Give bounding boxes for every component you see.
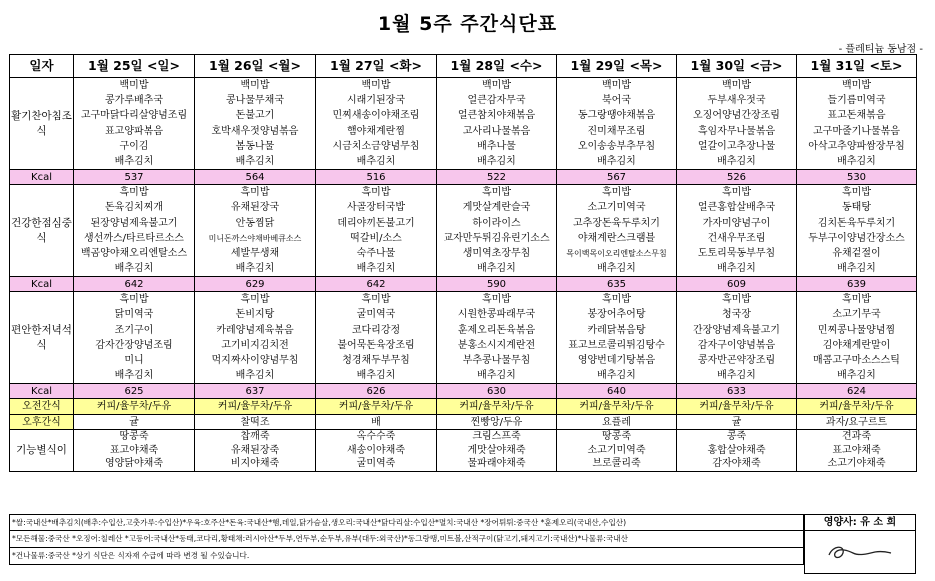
kcal-value: 564 xyxy=(195,170,316,185)
porridge-item: 브로콜리죽 xyxy=(592,458,641,470)
dish-item: 김치돈육두루치기 xyxy=(817,217,896,229)
kcal-value: 630 xyxy=(437,384,557,399)
kcal-value: 629 xyxy=(195,277,316,292)
dish-item: 배추김치 xyxy=(837,370,876,382)
meal-cell xyxy=(316,292,437,384)
dish-item: 고기비지김치전 xyxy=(221,339,289,351)
kcal-value: 537 xyxy=(74,170,195,185)
branch-subtitle: - 플레티늄 동남점 - xyxy=(838,44,923,55)
kcal-value: 526 xyxy=(677,170,797,185)
dish-item: 도토리묵동부무침 xyxy=(697,247,776,259)
weekly-menu-table xyxy=(9,54,917,472)
meal-label: 활기찬아침조식 xyxy=(10,78,74,170)
meal-cell xyxy=(677,78,797,170)
kcal-value: 590 xyxy=(437,277,557,292)
origin-note: *쌀:국내산*배추김치(배추:수입산,고춧가루:수입산)*우육:호주산*돈육:국내산*햄,데일,닭가슴살,생오리:국내산*닭다리살:수입산*멸치:국내산 *장어튀튀:중국산 *훈제오리(국내산,수입산) xyxy=(9,514,804,531)
dish-item: 배추김치 xyxy=(235,370,275,382)
porridge-item: 찹깨죽 xyxy=(240,431,270,443)
dish-item: 백미밥 xyxy=(482,80,511,91)
kcal-row xyxy=(10,277,917,292)
special-diet-cell xyxy=(316,430,437,472)
dish-item: 민찌콩나물양념찜 xyxy=(817,324,896,336)
dish-item: 미니 xyxy=(124,355,144,366)
kcal-value: 625 xyxy=(74,384,195,399)
dish-item: 얼큰참치야채볶음 xyxy=(457,110,536,122)
dish-item: 들기름미역국 xyxy=(827,95,886,107)
origin-notes xyxy=(9,514,804,565)
dish-item: 진미채무조림 xyxy=(587,125,646,137)
dish-item: 배추김치 xyxy=(717,263,756,275)
dish-item: 콩자반곤약장조림 xyxy=(697,355,776,366)
dish-item: 소고기미역국 xyxy=(587,202,646,214)
dish-item: 흑임자무나물볶음 xyxy=(697,125,776,137)
day-header: 1월 26일 <월> xyxy=(195,55,316,78)
dish-item: 아삭고추양파쌈장무침 xyxy=(808,140,905,152)
kcal-value: 642 xyxy=(316,277,437,292)
snack-item: 귤 xyxy=(677,415,797,430)
porridge-item: 새송이야채죽 xyxy=(347,444,405,456)
snack-item: 찐빵앙/두유 xyxy=(437,415,557,430)
dish-item: 흑미밥 xyxy=(361,187,391,199)
dish-item: 흑미밥 xyxy=(842,294,871,306)
day-header: 1월 27일 <화> xyxy=(316,55,437,78)
dish-item: 배추김치 xyxy=(114,370,154,382)
dish-item: 백곰양야채오리엔탈소스 xyxy=(80,247,188,259)
dish-item: 간장양념제육불고기 xyxy=(693,324,780,336)
dish-item: 건새우무조림 xyxy=(707,232,766,244)
snack-item: 커피/율무차/두유 xyxy=(437,399,557,415)
dish-item: 카레닭볶음탕 xyxy=(587,324,646,336)
dish-item: 코다리강정 xyxy=(351,324,401,336)
dish-item: 표고양파볶음 xyxy=(105,125,163,137)
kcal-row xyxy=(10,384,917,399)
dish-item: 매콤고구마소스스틱 xyxy=(813,355,900,366)
porridge-item: 홍합살야채죽 xyxy=(707,444,766,456)
dish-item: 유채겉절이 xyxy=(832,247,881,259)
dish-item: 배추김치 xyxy=(477,155,516,167)
meal-cell xyxy=(797,185,917,277)
dish-item: 백미밥 xyxy=(842,80,871,91)
dish-item: 데리야끼돈불고기 xyxy=(337,217,415,229)
dish-item: 흑미밥 xyxy=(119,294,149,306)
snack-item: 커피/율무차/두유 xyxy=(677,399,797,415)
dish-item: 시래기된장국 xyxy=(347,95,405,107)
dish-item: 청국장 xyxy=(722,309,751,321)
special-diet-cell xyxy=(74,430,195,472)
dish-item: 굴미역국 xyxy=(356,309,396,321)
kcal-label: Kcal xyxy=(10,277,74,292)
meal-cell xyxy=(797,78,917,170)
dish-item: 백미밥 xyxy=(602,80,631,91)
snack-label: 오후간식 xyxy=(10,415,74,430)
kcal-value: 640 xyxy=(557,384,677,399)
porridge-item: 영양닭야채죽 xyxy=(105,458,163,470)
dish-item: 두부새우젓국 xyxy=(707,95,766,107)
dish-item: 게맛살계란슬국 xyxy=(462,202,531,214)
porridge-item: 감자야채죽 xyxy=(712,458,761,470)
snack-item: 배 xyxy=(316,415,437,430)
dish-item: 흑미밥 xyxy=(361,294,391,306)
meal-row xyxy=(10,185,917,277)
meal-cell xyxy=(74,78,195,170)
dish-item: 북어국 xyxy=(602,95,631,107)
dish-item: 배추김치 xyxy=(717,370,756,382)
dish-item: 배추김치 xyxy=(837,263,876,275)
meal-cell xyxy=(557,292,677,384)
snack-item: 커피/율무차/두유 xyxy=(316,399,437,415)
dish-item: 돈불고기 xyxy=(235,110,275,122)
signature-image xyxy=(823,539,893,565)
meal-cell xyxy=(557,185,677,277)
dish-item: 흑미밥 xyxy=(482,187,511,199)
dish-item: 조기구이 xyxy=(114,324,154,336)
dish-item: 야채계란스크램블 xyxy=(577,232,656,244)
dish-item: 호박새우젓양념볶음 xyxy=(211,125,299,137)
porridge-item: 굴미역죽 xyxy=(356,458,396,470)
day-header: 1월 28일 <수> xyxy=(437,55,557,78)
origin-note: *건나물류:중국산 *상기 식단은 식자재 수급에 따라 변경 될 수있습니다. xyxy=(9,548,804,565)
signature-box xyxy=(804,530,916,574)
porridge-item: 물파래야채죽 xyxy=(467,458,526,470)
meal-cell xyxy=(316,78,437,170)
dish-item: 흑미밥 xyxy=(240,187,270,199)
dish-item: 안동찜닭 xyxy=(235,217,275,229)
dish-item: 오징어양념간장조림 xyxy=(693,110,780,122)
meal-label: 건강한점심중식 xyxy=(10,185,74,277)
dish-item: 먹지짜사이양념무침 xyxy=(211,355,299,366)
dish-item: 생선까스/타르타르소스 xyxy=(84,232,184,244)
snack-item: 귤 xyxy=(74,415,195,430)
dish-item: 배추김치 xyxy=(477,370,516,382)
meal-cell xyxy=(677,292,797,384)
kcal-value: 626 xyxy=(316,384,437,399)
dish-item: 숙주나물 xyxy=(356,247,396,259)
dish-item: 카레양념제육볶음 xyxy=(216,324,294,336)
porridge-item: 게맛살야채죽 xyxy=(467,444,526,456)
snack-item: 요플레 xyxy=(557,415,677,430)
dish-item: 시금치소금양념무침 xyxy=(332,140,420,152)
porridge-item: 땅콩죽 xyxy=(119,431,149,443)
meal-cell xyxy=(797,292,917,384)
dish-item: 봉장어추어탕 xyxy=(587,309,646,321)
dietitian-name: 영양사: 유 소 희 xyxy=(804,516,916,530)
dish-item: 고사리나물볶음 xyxy=(462,125,531,137)
meal-cell xyxy=(437,185,557,277)
dish-item: 감자구이양념볶음 xyxy=(697,339,776,351)
dish-item: 고추장돈육두루치기 xyxy=(573,217,660,229)
dish-item: 배추김치 xyxy=(114,155,154,167)
special-diet-cell xyxy=(195,430,316,472)
dish-item: 구이김 xyxy=(119,140,149,152)
page-title: 1월 5주 주간식단표 xyxy=(377,13,558,35)
morning-snack-row xyxy=(10,399,917,415)
dish-item: 고구마닭다리살양념조림 xyxy=(80,110,188,122)
special-diet-label: 기능별식이 xyxy=(10,430,74,472)
dish-item: 흑미밥 xyxy=(722,294,751,306)
porridge-item: 표고야채죽 xyxy=(832,444,881,456)
snack-item: 과자/요구르트 xyxy=(797,415,917,430)
dish-item: 배추김치 xyxy=(717,155,756,167)
dish-item: 흑미밥 xyxy=(602,294,631,306)
dish-item: 동그랑땡야채볶음 xyxy=(577,110,656,122)
porridge-item: 비지야채죽 xyxy=(230,458,280,470)
meal-cell xyxy=(195,292,316,384)
dish-item: 사골장터국밥 xyxy=(347,202,405,214)
dish-item: 백미밥 xyxy=(240,80,270,91)
kcal-value: 633 xyxy=(677,384,797,399)
dish-item: 배추김치 xyxy=(356,155,396,167)
day-header: 1월 30일 <금> xyxy=(677,55,797,78)
dish-item: 불어묵돈육장조림 xyxy=(337,339,415,351)
dish-item: 배추김치 xyxy=(356,370,396,382)
meal-cell xyxy=(74,292,195,384)
dish-item: 시원한콩파래무국 xyxy=(457,309,536,321)
dish-item: 흑미밥 xyxy=(602,187,631,199)
dish-item: 부추콩나물무침 xyxy=(462,355,531,366)
meal-cell xyxy=(437,78,557,170)
dish-item: 돈비지탕 xyxy=(235,309,275,321)
dish-item: 배추나물 xyxy=(477,140,516,152)
day-header: 1월 31일 <토> xyxy=(797,55,917,78)
special-diet-cell xyxy=(557,430,677,472)
dish-item: 얼큰감자무국 xyxy=(467,95,526,107)
porridge-item: 유채된장죽 xyxy=(230,444,280,456)
day-header: 1월 25일 <일> xyxy=(74,55,195,78)
dish-item: 훈제오리돈육볶음 xyxy=(457,324,536,336)
dish-item: 동태탕 xyxy=(842,202,871,214)
dish-item: 감자간장양념조림 xyxy=(95,339,173,351)
dish-item: 얼큰홍합살배추국 xyxy=(697,202,776,214)
porridge-item: 표고야채죽 xyxy=(109,444,159,456)
dish-item: 미니돈까스야채바베큐소스 xyxy=(208,233,302,243)
dish-item: 흑미밥 xyxy=(722,187,751,199)
dish-item: 햄야채계란찜 xyxy=(347,125,405,137)
porridge-item: 소고기야채죽 xyxy=(827,458,886,470)
dish-item: 떡갈비/소스 xyxy=(350,232,402,244)
dish-item: 배추김치 xyxy=(235,155,275,167)
origin-note: *모든해물:중국산 *오징어:칠레산 *고등어:국내산*동태,코다리,황태채:러시아산*두부,연두부,순두부,유부(대두:외국산)*동그랑땡,미트볼,산적구이(닭고기,돼지고기:국내산)*나물류:국내산 xyxy=(9,531,804,548)
dish-item: 배추김치 xyxy=(837,155,876,167)
dish-item: 영양번데기탕볶음 xyxy=(577,355,656,366)
kcal-value: 522 xyxy=(437,170,557,185)
date-column-header: 일자 xyxy=(10,55,74,78)
dish-item: 배추김치 xyxy=(477,263,516,275)
meal-cell xyxy=(195,78,316,170)
special-diet-row xyxy=(10,430,917,472)
dish-item: 생미역초장무침 xyxy=(462,247,531,259)
dish-item: 배추김치 xyxy=(597,155,636,167)
dish-item: 닭미역국 xyxy=(114,309,154,321)
snack-item: 찰떡조 xyxy=(195,415,316,430)
meal-cell xyxy=(195,185,316,277)
dish-item: 백미밥 xyxy=(361,80,391,91)
dish-item: 세발무생채 xyxy=(230,247,280,259)
dish-item: 배추김치 xyxy=(235,263,275,275)
dish-item: 두부구이양념간장소스 xyxy=(808,232,905,244)
kcal-value: 637 xyxy=(195,384,316,399)
dish-item: 하이라이스 xyxy=(472,217,521,229)
dish-item: 배추김치 xyxy=(597,370,636,382)
porridge-item: 소고기미역죽 xyxy=(587,444,646,456)
dish-item: 분홍소시지계란전 xyxy=(457,339,536,351)
dish-item: 표고돈채볶음 xyxy=(827,110,886,122)
snack-label: 오전간식 xyxy=(10,399,74,415)
afternoon-snack-row xyxy=(10,415,917,430)
dish-item: 배추김치 xyxy=(597,263,636,275)
dish-item: 민찌새송이야채조림 xyxy=(332,110,420,122)
dish-item: 목이백목이오리엔탈소스무침 xyxy=(566,248,667,258)
snack-item: 커피/율무차/두유 xyxy=(195,399,316,415)
dish-item: 콩가루배추국 xyxy=(105,95,163,107)
day-header: 1월 29일 <목> xyxy=(557,55,677,78)
meal-cell xyxy=(557,78,677,170)
dish-item: 유채된장국 xyxy=(230,202,280,214)
special-diet-cell xyxy=(797,430,917,472)
kcal-value: 635 xyxy=(557,277,677,292)
dish-item: 가자미양념구이 xyxy=(702,217,771,229)
dish-item: 봄동나물 xyxy=(235,140,275,152)
snack-item: 커피/율무차/두유 xyxy=(557,399,677,415)
kcal-value: 642 xyxy=(74,277,195,292)
kcal-value: 516 xyxy=(316,170,437,185)
dish-item: 흑미밥 xyxy=(119,187,149,199)
dish-item: 돈육김치찌개 xyxy=(105,202,163,214)
dish-item: 오이송송부추무침 xyxy=(577,140,656,152)
dish-item: 백미밥 xyxy=(722,80,751,91)
dish-item: 교자만두튀김유린기소스 xyxy=(443,232,550,244)
dish-item: 고구마줄기나물볶음 xyxy=(813,125,900,137)
kcal-row xyxy=(10,170,917,185)
kcal-value: 567 xyxy=(557,170,677,185)
dish-item: 표고브로콜리튀김탕수 xyxy=(568,339,665,351)
meal-cell xyxy=(316,185,437,277)
dish-item: 흑미밥 xyxy=(842,187,871,199)
dish-item: 배추김치 xyxy=(114,263,154,275)
dish-item: 된장양념제육불고기 xyxy=(90,217,178,229)
header-row xyxy=(10,55,917,78)
special-diet-cell xyxy=(437,430,557,472)
kcal-value: 639 xyxy=(797,277,917,292)
meal-cell xyxy=(74,185,195,277)
dish-item: 백미밥 xyxy=(119,80,149,91)
porridge-item: 옥수수죽 xyxy=(356,431,396,443)
porridge-item: 견과죽 xyxy=(842,431,871,443)
dish-item: 흑미밥 xyxy=(240,294,270,306)
dish-item: 흑미밥 xyxy=(482,294,511,306)
meal-cell xyxy=(437,292,557,384)
dish-item: 청경채두부무침 xyxy=(342,355,410,366)
meal-row xyxy=(10,292,917,384)
meal-label: 편안한저녁석식 xyxy=(10,292,74,384)
dish-item: 얼갈이고추장나물 xyxy=(697,140,776,152)
porridge-item: 콩죽 xyxy=(726,431,747,443)
dish-item: 김야채계란말이 xyxy=(822,339,891,351)
dish-item: 배추김치 xyxy=(356,263,396,275)
porridge-item: 땅콩죽 xyxy=(602,431,631,443)
kcal-label: Kcal xyxy=(10,384,74,399)
dish-item: 콩나물무채국 xyxy=(226,95,284,107)
kcal-value: 624 xyxy=(797,384,917,399)
kcal-label: Kcal xyxy=(10,170,74,185)
meal-cell xyxy=(677,185,797,277)
dish-item: 소고기무국 xyxy=(832,309,881,321)
porridge-item: 크림스프죽 xyxy=(472,431,521,443)
kcal-value: 530 xyxy=(797,170,917,185)
special-diet-cell xyxy=(677,430,797,472)
snack-item: 커피/율무차/두유 xyxy=(74,399,195,415)
meal-row xyxy=(10,78,917,170)
snack-item: 커피/율무차/두유 xyxy=(797,399,917,415)
kcal-value: 609 xyxy=(677,277,797,292)
